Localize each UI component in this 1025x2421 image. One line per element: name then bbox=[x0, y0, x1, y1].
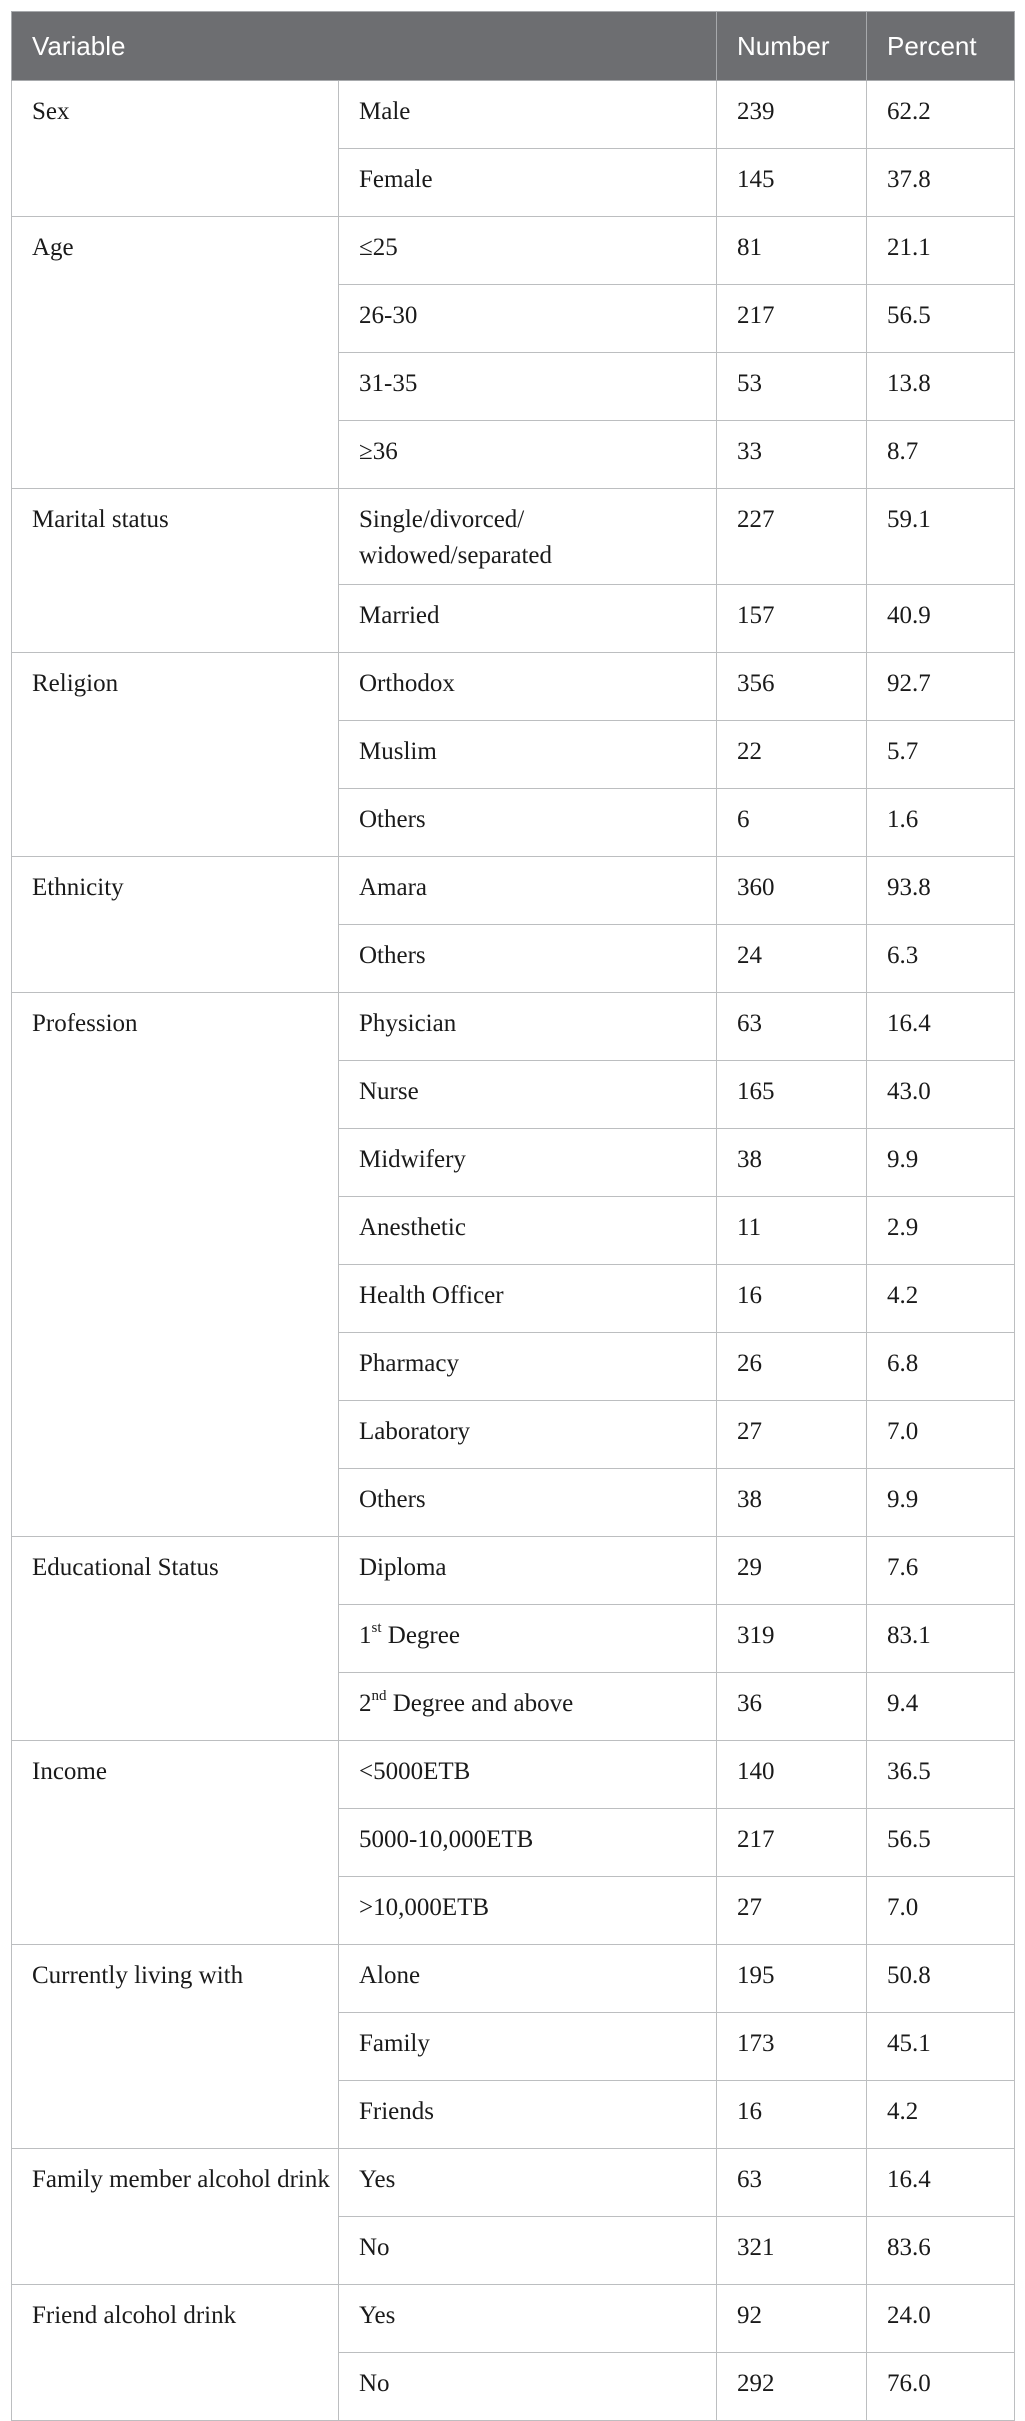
variable-cell: Educational Status bbox=[12, 1537, 339, 1741]
number-cell: 22 bbox=[717, 721, 867, 789]
percent-cell: 92.7 bbox=[867, 653, 1015, 721]
category-cell: Laboratory bbox=[339, 1401, 717, 1469]
header-variable: Variable bbox=[12, 12, 717, 81]
percent-cell: 24.0 bbox=[867, 2285, 1015, 2353]
number-cell: 217 bbox=[717, 285, 867, 353]
number-cell: 195 bbox=[717, 1945, 867, 2013]
category-suffix: Degree and above bbox=[386, 1690, 574, 1717]
number-cell: 157 bbox=[717, 585, 867, 653]
category-cell bbox=[339, 1605, 717, 1673]
percent-cell: 9.9 bbox=[867, 1129, 1015, 1197]
category-cell: Single/divorced/ widowed/separated bbox=[339, 489, 717, 585]
percent-cell: 83.1 bbox=[867, 1605, 1015, 1673]
percent-cell: 62.2 bbox=[867, 81, 1015, 149]
table-row bbox=[12, 2285, 1015, 2353]
percent-cell: 7.0 bbox=[867, 1401, 1015, 1469]
percent-cell: 40.9 bbox=[867, 585, 1015, 653]
category-cell: Yes bbox=[339, 2285, 717, 2353]
percent-cell: 1.6 bbox=[867, 789, 1015, 857]
variable-cell: Age bbox=[12, 217, 339, 489]
category-cell: Others bbox=[339, 789, 717, 857]
number-cell: 81 bbox=[717, 217, 867, 285]
category-cell: 31-35 bbox=[339, 353, 717, 421]
category-prefix: 1 bbox=[359, 1622, 372, 1649]
variable-cell: Family member alcohol drink bbox=[12, 2149, 339, 2285]
category-cell: Others bbox=[339, 925, 717, 993]
category-superscript: nd bbox=[371, 1687, 387, 1704]
category-cell: Family bbox=[339, 2013, 717, 2081]
percent-cell: 45.1 bbox=[867, 2013, 1015, 2081]
table-row bbox=[12, 489, 1015, 585]
variable-cell: Friend alcohol drink bbox=[12, 2285, 339, 2421]
category-cell: Pharmacy bbox=[339, 1333, 717, 1401]
percent-cell: 6.8 bbox=[867, 1333, 1015, 1401]
number-cell: 145 bbox=[717, 149, 867, 217]
header-row bbox=[12, 12, 1015, 81]
percent-cell: 76.0 bbox=[867, 2353, 1015, 2421]
percent-cell: 16.4 bbox=[867, 2149, 1015, 2217]
table-row bbox=[12, 217, 1015, 285]
variable-cell: Marital status bbox=[12, 489, 339, 653]
percent-cell: 56.5 bbox=[867, 1809, 1015, 1877]
category-cell: >10,000ETB bbox=[339, 1877, 717, 1945]
category-cell: Physician bbox=[339, 993, 717, 1061]
category-cell: 5000-10,000ETB bbox=[339, 1809, 717, 1877]
number-cell: 292 bbox=[717, 2353, 867, 2421]
number-cell: 92 bbox=[717, 2285, 867, 2353]
category-cell: Orthodox bbox=[339, 653, 717, 721]
category-cell: Anesthetic bbox=[339, 1197, 717, 1265]
category-cell: Others bbox=[339, 1469, 717, 1537]
number-cell: 27 bbox=[717, 1877, 867, 1945]
number-cell: 38 bbox=[717, 1129, 867, 1197]
number-cell: 53 bbox=[717, 353, 867, 421]
percent-cell: 4.2 bbox=[867, 2081, 1015, 2149]
percent-cell: 9.4 bbox=[867, 1673, 1015, 1741]
number-cell: 63 bbox=[717, 2149, 867, 2217]
category-prefix: 2 bbox=[359, 1690, 372, 1717]
number-cell: 356 bbox=[717, 653, 867, 721]
category-cell: Alone bbox=[339, 1945, 717, 2013]
percent-cell: 36.5 bbox=[867, 1741, 1015, 1809]
number-cell: 227 bbox=[717, 489, 867, 585]
variable-cell: Profession bbox=[12, 993, 339, 1537]
number-cell: 6 bbox=[717, 789, 867, 857]
category-cell: ≥36 bbox=[339, 421, 717, 489]
percent-cell: 21.1 bbox=[867, 217, 1015, 285]
percent-cell: 59.1 bbox=[867, 489, 1015, 585]
number-cell: 16 bbox=[717, 1265, 867, 1333]
number-cell: 38 bbox=[717, 1469, 867, 1537]
table-row bbox=[12, 1945, 1015, 2013]
table-row bbox=[12, 653, 1015, 721]
category-cell: Female bbox=[339, 149, 717, 217]
variable-cell: Income bbox=[12, 1741, 339, 1945]
percent-cell: 7.0 bbox=[867, 1877, 1015, 1945]
number-cell: 36 bbox=[717, 1673, 867, 1741]
category-suffix: Degree bbox=[381, 1622, 460, 1649]
percent-cell: 2.9 bbox=[867, 1197, 1015, 1265]
variable-cell: Currently living with bbox=[12, 1945, 339, 2149]
number-cell: 24 bbox=[717, 925, 867, 993]
category-cell: Male bbox=[339, 81, 717, 149]
category-cell: Midwifery bbox=[339, 1129, 717, 1197]
percent-cell: 93.8 bbox=[867, 857, 1015, 925]
category-cell: Nurse bbox=[339, 1061, 717, 1129]
table-row bbox=[12, 857, 1015, 925]
table-row bbox=[12, 993, 1015, 1061]
number-cell: 217 bbox=[717, 1809, 867, 1877]
number-cell: 11 bbox=[717, 1197, 867, 1265]
data-table bbox=[11, 11, 1015, 2421]
table-row bbox=[12, 1537, 1015, 1605]
percent-cell: 7.6 bbox=[867, 1537, 1015, 1605]
category-cell: <5000ETB bbox=[339, 1741, 717, 1809]
percent-cell: 8.7 bbox=[867, 421, 1015, 489]
category-cell: Muslim bbox=[339, 721, 717, 789]
percent-cell: 16.4 bbox=[867, 993, 1015, 1061]
percent-cell: 83.6 bbox=[867, 2217, 1015, 2285]
header-number: Number bbox=[717, 12, 867, 81]
percent-cell: 4.2 bbox=[867, 1265, 1015, 1333]
number-cell: 140 bbox=[717, 1741, 867, 1809]
variable-cell: Sex bbox=[12, 81, 339, 217]
number-cell: 360 bbox=[717, 857, 867, 925]
header-percent: Percent bbox=[867, 12, 1015, 81]
percent-cell: 50.8 bbox=[867, 1945, 1015, 2013]
number-cell: 33 bbox=[717, 421, 867, 489]
number-cell: 26 bbox=[717, 1333, 867, 1401]
number-cell: 321 bbox=[717, 2217, 867, 2285]
table-row bbox=[12, 2149, 1015, 2217]
variable-cell: Religion bbox=[12, 653, 339, 857]
category-superscript: st bbox=[371, 1619, 382, 1636]
percent-cell: 13.8 bbox=[867, 353, 1015, 421]
category-cell: Friends bbox=[339, 2081, 717, 2149]
category-cell: Yes bbox=[339, 2149, 717, 2217]
number-cell: 239 bbox=[717, 81, 867, 149]
percent-cell: 56.5 bbox=[867, 285, 1015, 353]
percent-cell: 5.7 bbox=[867, 721, 1015, 789]
category-cell: Health Officer bbox=[339, 1265, 717, 1333]
number-cell: 165 bbox=[717, 1061, 867, 1129]
category-cell: No bbox=[339, 2217, 717, 2285]
percent-cell: 6.3 bbox=[867, 925, 1015, 993]
category-cell: ≤25 bbox=[339, 217, 717, 285]
percent-cell: 37.8 bbox=[867, 149, 1015, 217]
number-cell: 27 bbox=[717, 1401, 867, 1469]
number-cell: 29 bbox=[717, 1537, 867, 1605]
category-cell: Diploma bbox=[339, 1537, 717, 1605]
percent-cell: 9.9 bbox=[867, 1469, 1015, 1537]
category-cell: No bbox=[339, 2353, 717, 2421]
category-cell: Amara bbox=[339, 857, 717, 925]
number-cell: 319 bbox=[717, 1605, 867, 1673]
table-row bbox=[12, 81, 1015, 149]
category-cell: Married bbox=[339, 585, 717, 653]
table-body bbox=[12, 81, 1015, 2421]
table-header bbox=[12, 12, 1015, 81]
category-cell: 26-30 bbox=[339, 285, 717, 353]
category-cell bbox=[339, 1673, 717, 1741]
number-cell: 173 bbox=[717, 2013, 867, 2081]
number-cell: 63 bbox=[717, 993, 867, 1061]
percent-cell: 43.0 bbox=[867, 1061, 1015, 1129]
table-row bbox=[12, 1741, 1015, 1809]
number-cell: 16 bbox=[717, 2081, 867, 2149]
variable-cell: Ethnicity bbox=[12, 857, 339, 993]
